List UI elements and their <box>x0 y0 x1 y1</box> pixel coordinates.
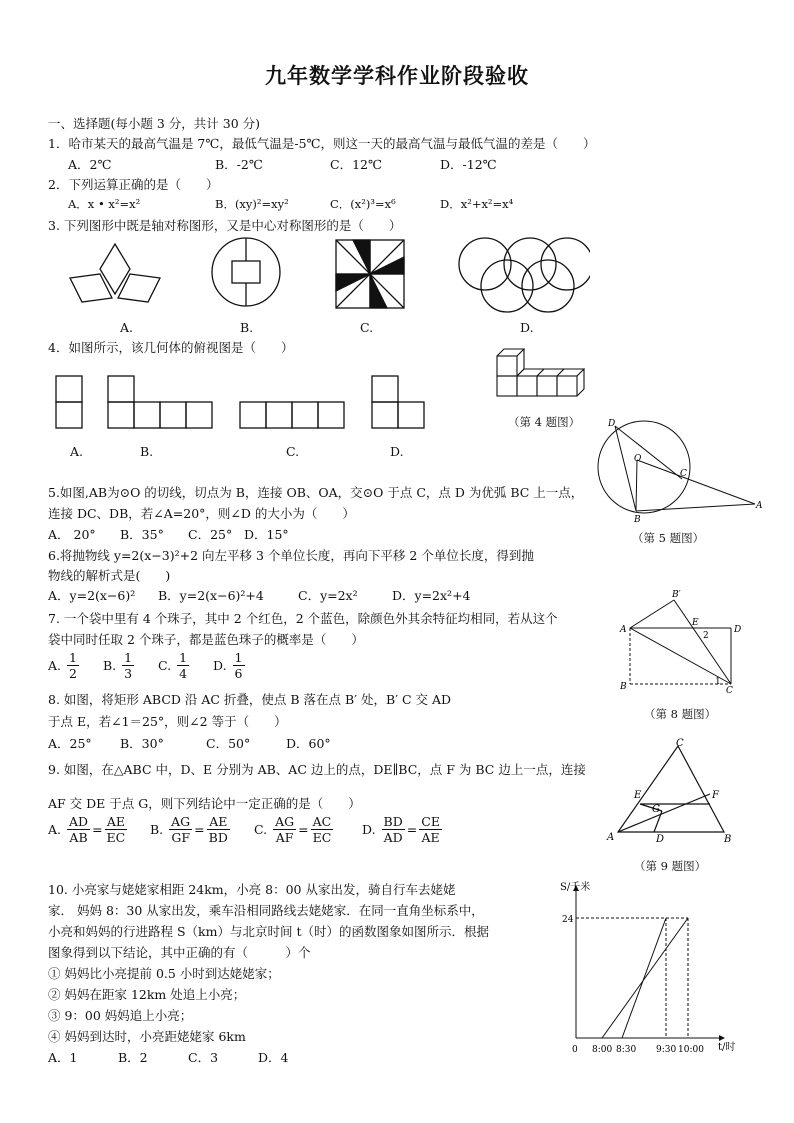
q10-line2: 家． 妈妈 8：30 从家出发，乘车沿相同路线去姥姥家．在同一直角坐标系中， <box>48 903 484 918</box>
q8-pt-c: C <box>726 686 733 696</box>
q6-line1: 6.将抛物线 y=2(x−3)²+2 向左平移 3 个单位长度，再向下平移 2 个单位长度，得到抛 <box>48 548 534 563</box>
q8-pt-a: A <box>620 625 627 635</box>
q10-item-4: ④ 妈妈到达时，小亮距姥姥家 6km <box>48 1029 246 1044</box>
q1-option-d[interactable]: D．-12℃ <box>440 157 497 172</box>
q10-line3: 小亮和妈妈的行进路程 S（km）与北京时间 t（时）的函数图象如图所示．根据 <box>48 924 489 939</box>
q7-option-a[interactable]: A. $\frac{1}{2}$ <box>48 650 77 681</box>
q10-option-d[interactable]: D．4 <box>258 1050 289 1065</box>
q5-pt-b: B <box>634 515 641 524</box>
q4-label-c: C. <box>286 444 300 459</box>
q8-option-a[interactable]: A．25° <box>48 736 92 751</box>
q1-option-a[interactable]: A．2℃ <box>68 157 112 172</box>
q9-pt-c: C <box>676 738 684 749</box>
q8-pt-d: D <box>734 625 742 635</box>
q9-option-a[interactable]: A. $\frac{AD}{AB}$ = $\frac{AE}{EC}$ <box>48 814 126 845</box>
q4-stem: 4．如图所示，该几何体的俯视图是（ ） <box>48 340 294 355</box>
q4-views <box>50 372 430 432</box>
q10-item-2: ② 妈妈在距家 12km 处追上小亮； <box>48 987 246 1002</box>
q8-option-c[interactable]: C．50° <box>206 736 251 751</box>
q5-figure <box>592 416 767 524</box>
q8-angle-2: 2 <box>703 631 709 641</box>
q8-pt-b: B <box>620 682 627 692</box>
q5-pt-d: D <box>608 419 616 429</box>
q9-pt-g: G <box>652 804 660 815</box>
q8-pt-bprime: B′ <box>672 590 681 600</box>
q10-xtick-1000: 10:00 <box>678 1045 704 1055</box>
q3-figures <box>60 236 590 316</box>
q6-option-c[interactable]: C．y=2x² <box>298 588 358 603</box>
q5-option-c[interactable]: C．25° <box>188 527 233 542</box>
q5-option-a[interactable]: A． 20° <box>48 527 96 542</box>
q10-item-3: ③ 9：00 妈妈追上小亮； <box>48 1008 193 1023</box>
q9-option-c[interactable]: C. $\frac{AG}{AF}$ = $\frac{AC}{EC}$ <box>254 814 332 845</box>
q4-view-d <box>372 376 424 428</box>
q7-line1: 7. 一个袋中里有 4 个珠子，其中 2 个红色，2 个蓝色，除颜色外其余特征均相同，若从这个 <box>48 611 558 626</box>
q10-xtick-800: 8:00 <box>592 1045 613 1055</box>
q4-label-a: A. <box>70 444 84 459</box>
q10-xtick-930: 9:30 <box>656 1045 677 1055</box>
q6-line2: 物线的解析式是( ) <box>48 568 171 583</box>
q5-option-d[interactable]: D．15° <box>244 527 289 542</box>
q6-option-d[interactable]: D．y=2x²+4 <box>392 588 471 603</box>
q4-view-c <box>240 402 344 428</box>
q7-option-c[interactable]: C. $\frac{1}{4}$ <box>158 650 188 681</box>
q8-option-b[interactable]: B．30° <box>120 736 164 751</box>
q10-option-b[interactable]: B．2 <box>118 1050 148 1065</box>
q10-item-1: ① 妈妈比小亮提前 0.5 小时到达姥姥家； <box>48 966 280 981</box>
q10-xtick-830: 8:30 <box>616 1045 637 1055</box>
q3-figure-d <box>459 238 590 312</box>
q1-option-b[interactable]: B．-2℃ <box>215 157 263 172</box>
q2-option-b[interactable]: B．(xy)²=xy² <box>215 197 289 211</box>
q9-option-d[interactable]: D. $\frac{BD}{AD}$ = $\frac{CE}{AE}$ <box>362 814 440 845</box>
q10-line-mom <box>622 918 666 1038</box>
q7-option-b[interactable]: B. $\frac{1}{3}$ <box>103 650 133 681</box>
q1-stem: 1．哈市某天的最高气温是 7℃，最低气温是-5℃，则这一天的最高气温与最低气温的差是（ ） <box>48 136 596 151</box>
q9-figure <box>604 736 744 846</box>
q10-xlabel: t/时 <box>718 1042 736 1053</box>
q10-ytick-24: 24 <box>562 915 574 925</box>
page-title: 九年数学学科作业阶段验收 <box>265 63 529 88</box>
q3-figure-a <box>70 244 160 302</box>
q6-option-a[interactable]: A．y=2(x−6)² <box>48 588 136 603</box>
q4-label-b: B. <box>140 444 154 459</box>
q9-option-b[interactable]: B. $\frac{AG}{GF}$ = $\frac{AE}{BD}$ <box>150 814 228 845</box>
q9-pt-e: E <box>634 790 642 801</box>
q8-pt-e: E <box>692 618 699 628</box>
q5-line1: 5.如图,AB为⊙O 的切线，切点为 B，连接 OB、OA，交⊙O 于点 C，点 D 为优弧 BC 上一点， <box>48 485 584 500</box>
q3-label-d: D. <box>520 320 534 335</box>
q6-option-b[interactable]: B．y=2(x−6)²+4 <box>158 588 264 603</box>
q5-line2: 连接 DC、DB，若∠A=20°，则∠D 的大小为（ ） <box>48 506 355 521</box>
q9-pt-b: B <box>724 834 732 845</box>
q3-label-c: C. <box>360 320 374 335</box>
q2-option-c[interactable]: C．(x²)³=x⁶ <box>330 197 396 211</box>
q3-figure-c <box>336 240 404 308</box>
q9-pt-d: D <box>656 834 665 845</box>
q10-origin: 0 <box>572 1045 578 1055</box>
q4-caption: （第 4 题图） <box>508 415 581 429</box>
q3-label-a: A. <box>120 320 134 335</box>
q5-pt-c: C <box>680 469 687 479</box>
q9-line2: AF 交 DE 于点 G，则下列结论中一定正确的是（ ） <box>48 796 361 811</box>
q10-line-xiaoliang <box>602 918 688 1038</box>
q10-option-a[interactable]: A．1 <box>48 1050 78 1065</box>
q9-line1: 9. 如图，在△ABC 中，D、E 分别为 AB、AC 边上的点，DE∥BC，点 F 为 BC 边上一点，连接 <box>48 762 586 777</box>
q8-line1: 8. 如图，将矩形 ABCD 沿 AC 折叠，使点 B 落在点 B′ 处，B′ C 交 AD <box>48 692 452 707</box>
q10-ylabel: S/千米 <box>560 882 591 893</box>
q8-option-d[interactable]: D．60° <box>286 736 331 751</box>
q3-stem: 3. 下列图形中既是轴对称图形，又是中心对称图形的是（ ） <box>48 218 402 233</box>
q9-caption: （第 9 题图） <box>634 859 707 873</box>
q10-line1: 10. 小亮家与姥姥家相距 24km，小亮 8：00 从家出发，骑自行车去姥姥 <box>48 882 456 897</box>
q10-option-c[interactable]: C．3 <box>188 1050 219 1065</box>
q2-option-d[interactable]: D．x²+x²=x⁴ <box>440 197 514 211</box>
q5-pt-o: O <box>634 454 642 464</box>
q8-line2: 于点 E，若∠1＝25°，则∠2 等于（ ） <box>48 714 287 729</box>
q5-option-b[interactable]: B．35° <box>120 527 164 542</box>
q8-caption: （第 8 题图） <box>644 707 717 721</box>
q4-view-a <box>56 376 82 428</box>
q5-pt-a: A <box>756 501 763 511</box>
q2-stem: 2．下列运算正确的是（ ） <box>48 177 219 192</box>
q10-graph <box>558 880 740 1058</box>
q3-figure-b <box>212 238 280 306</box>
q9-pt-f: F <box>712 790 719 801</box>
q4-label-d: D. <box>390 444 404 459</box>
q4-view-b <box>108 376 212 428</box>
q9-pt-a: A <box>607 832 615 843</box>
q7-option-d[interactable]: D. $\frac{1}{6}$ <box>213 650 243 681</box>
q8-figure <box>614 586 744 696</box>
q10-line4: 图象得到以下结论，其中正确的有（ ）个 <box>48 945 311 960</box>
q5-caption: （第 5 题图） <box>632 531 705 545</box>
q4-solid-figure <box>494 343 594 401</box>
q1-option-c[interactable]: C．12℃ <box>330 157 382 172</box>
section-heading: 一、选择题(每小题 3 分，共计 30 分) <box>48 116 261 131</box>
q3-label-b: B. <box>240 320 254 335</box>
q7-line2: 袋中同时任取 2 个珠子，都是蓝色珠子的概率是（ ） <box>48 632 364 647</box>
q8-angle-1: 1 <box>715 677 721 687</box>
q2-option-a[interactable]: A．x • x²=x² <box>68 197 141 211</box>
